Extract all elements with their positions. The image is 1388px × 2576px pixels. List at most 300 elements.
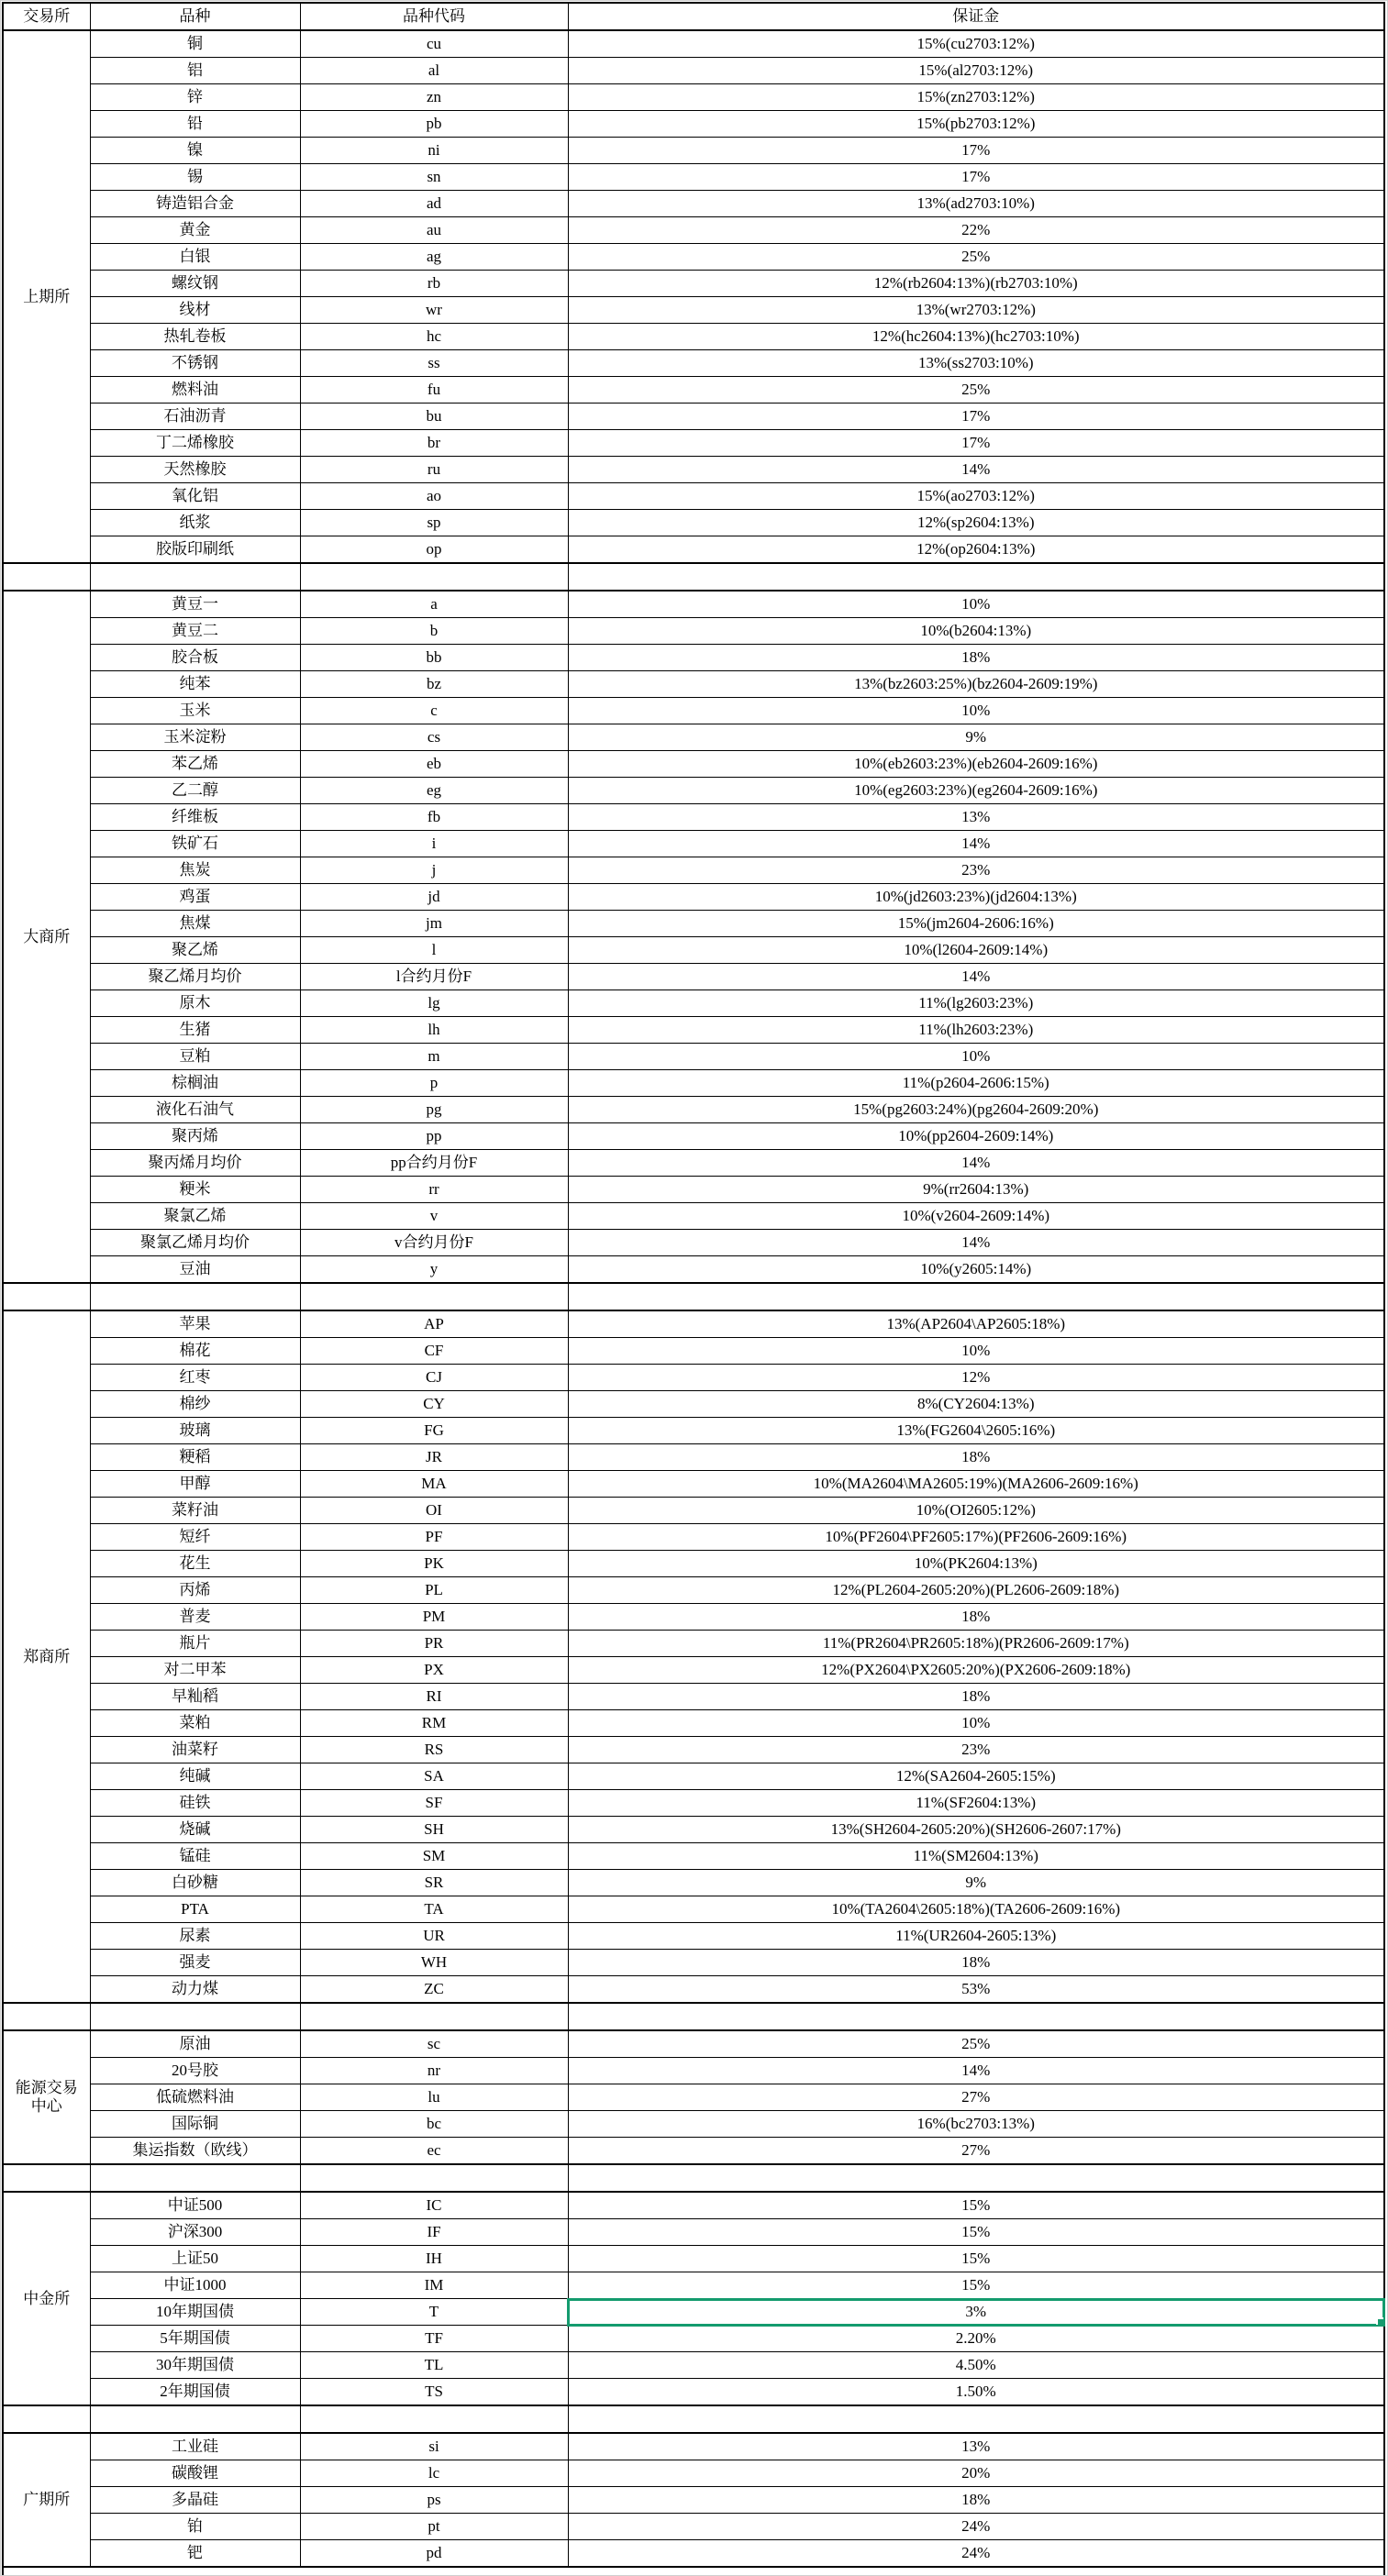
cell-variety[interactable]: 5年期国债 — [90, 2326, 300, 2352]
cell-variety[interactable]: 黄金 — [90, 217, 300, 244]
cell-margin[interactable]: 10%(PK2604:13%) — [568, 1551, 1384, 1577]
cell-code[interactable]: br — [300, 430, 568, 457]
cell-variety[interactable]: 硅铁 — [90, 1790, 300, 1817]
cell-variety[interactable]: 钯 — [90, 2540, 300, 2568]
cell-margin[interactable]: 13%(SH2604-2605:20%)(SH2606-2607:17%) — [568, 1817, 1384, 1843]
cell-margin[interactable]: 11%(lg2603:23%) — [568, 990, 1384, 1017]
cell-code[interactable]: PR — [300, 1631, 568, 1657]
cell-variety[interactable]: 铂 — [90, 2514, 300, 2540]
cell-margin[interactable]: 9% — [568, 1870, 1384, 1896]
cell-margin[interactable]: 1.50% — [568, 2379, 1384, 2406]
cell-margin[interactable]: 27% — [568, 2084, 1384, 2111]
cell-margin[interactable]: 15%(pb2703:12%) — [568, 111, 1384, 138]
cell-variety[interactable]: 中证500 — [90, 2192, 300, 2219]
cell-code[interactable]: ZC — [300, 1976, 568, 2004]
cell-variety[interactable]: 石油沥青 — [90, 404, 300, 430]
cell-code[interactable]: j — [300, 857, 568, 884]
cell-margin[interactable]: 10% — [568, 1710, 1384, 1737]
cell-margin[interactable]: 10% — [568, 1338, 1384, 1365]
cell-code[interactable]: i — [300, 831, 568, 857]
cell-variety[interactable]: 菜籽油 — [90, 1498, 300, 1524]
cell-margin[interactable]: 25% — [568, 244, 1384, 271]
cell-margin[interactable]: 18% — [568, 1604, 1384, 1631]
cell-code[interactable]: bu — [300, 404, 568, 430]
cell-exchange[interactable]: 郑商所 — [3, 1310, 90, 2003]
cell-code[interactable]: RI — [300, 1684, 568, 1710]
cell-variety[interactable]: 黄豆一 — [90, 591, 300, 618]
cell-margin[interactable]: 15% — [568, 2272, 1384, 2299]
cell-variety[interactable]: 豆油 — [90, 1256, 300, 1284]
cell-variety[interactable]: 瓶片 — [90, 1631, 300, 1657]
cell-margin[interactable]: 14% — [568, 964, 1384, 990]
cell-code[interactable]: CF — [300, 1338, 568, 1365]
separator-cell[interactable] — [90, 2164, 300, 2192]
cell-variety[interactable]: 短纤 — [90, 1524, 300, 1551]
cell-code[interactable]: TS — [300, 2379, 568, 2406]
cell-code[interactable]: pb — [300, 111, 568, 138]
cell-margin[interactable]: 10% — [568, 1044, 1384, 1070]
cell-code[interactable]: nr — [300, 2058, 568, 2084]
separator-cell[interactable] — [90, 1283, 300, 1310]
separator-cell[interactable] — [300, 1283, 568, 1310]
cell-variety[interactable]: 原油 — [90, 2030, 300, 2058]
cell-variety[interactable]: 玉米 — [90, 698, 300, 724]
cell-variety[interactable]: 早籼稻 — [90, 1684, 300, 1710]
cell-code[interactable]: OI — [300, 1498, 568, 1524]
cell-margin[interactable]: 13%(bz2603:25%)(bz2604-2609:19%) — [568, 671, 1384, 698]
cell-margin[interactable]: 23% — [568, 857, 1384, 884]
cell-variety[interactable]: 螺纹钢 — [90, 271, 300, 297]
cell-code[interactable]: op — [300, 536, 568, 564]
cell-margin[interactable]: 24% — [568, 2514, 1384, 2540]
cell-code[interactable]: IC — [300, 2192, 568, 2219]
cell-margin[interactable]: 10%(TA2604\2605:18%)(TA2606-2609:16%) — [568, 1896, 1384, 1923]
cell-code[interactable]: SM — [300, 1843, 568, 1870]
cell-margin[interactable]: 10%(OI2605:12%) — [568, 1498, 1384, 1524]
cell-code[interactable]: eb — [300, 751, 568, 778]
cell-margin[interactable]: 15%(cu2703:12%) — [568, 30, 1384, 58]
cell-margin[interactable]: 10%(v2604-2609:14%) — [568, 1203, 1384, 1230]
cell-code[interactable]: y — [300, 1256, 568, 1284]
cell-variety[interactable]: 沪深300 — [90, 2219, 300, 2246]
cell-variety[interactable]: 20号胶 — [90, 2058, 300, 2084]
cell-margin[interactable]: 11%(p2604-2606:15%) — [568, 1070, 1384, 1097]
cell-variety[interactable]: 多晶硅 — [90, 2487, 300, 2514]
cell-variety[interactable]: 油菜籽 — [90, 1737, 300, 1763]
cell-variety[interactable]: 对二甲苯 — [90, 1657, 300, 1684]
cell-variety[interactable]: 普麦 — [90, 1604, 300, 1631]
cell-code[interactable]: CJ — [300, 1365, 568, 1391]
cell-code[interactable]: ni — [300, 138, 568, 164]
cell-margin[interactable]: 15%(zn2703:12%) — [568, 84, 1384, 111]
cell-variety[interactable]: 锰硅 — [90, 1843, 300, 1870]
cell-margin[interactable]: 15% — [568, 2246, 1384, 2272]
cell-code[interactable]: CY — [300, 1391, 568, 1418]
cell-code[interactable]: pg — [300, 1097, 568, 1123]
cell-variety[interactable]: 30年期国债 — [90, 2352, 300, 2379]
cell-margin[interactable]: 25% — [568, 377, 1384, 404]
cell-margin[interactable]: 10%(y2605:14%) — [568, 1256, 1384, 1284]
cell-code[interactable]: hc — [300, 324, 568, 350]
cell-code[interactable]: SR — [300, 1870, 568, 1896]
cell-code[interactable]: p — [300, 1070, 568, 1097]
cell-margin[interactable]: 25% — [568, 2030, 1384, 2058]
cell-margin[interactable]: 12%(PL2604-2605:20%)(PL2606-2609:18%) — [568, 1577, 1384, 1604]
cell-code[interactable]: SF — [300, 1790, 568, 1817]
cell-code[interactable]: pp — [300, 1123, 568, 1150]
cell-margin[interactable]: 10%(jd2603:23%)(jd2604:13%) — [568, 884, 1384, 911]
cell-margin[interactable]: 10%(pp2604-2609:14%) — [568, 1123, 1384, 1150]
cell-code[interactable]: zn — [300, 84, 568, 111]
cell-code[interactable]: FG — [300, 1418, 568, 1444]
cell-variety[interactable]: 铝 — [90, 58, 300, 84]
cell-code[interactable]: b — [300, 618, 568, 645]
cell-margin[interactable]: 15%(al2703:12%) — [568, 58, 1384, 84]
cell-margin[interactable]: 18% — [568, 1684, 1384, 1710]
cell-margin[interactable]: 13% — [568, 2433, 1384, 2460]
cell-code[interactable]: sc — [300, 2030, 568, 2058]
cell-variety[interactable]: 铁矿石 — [90, 831, 300, 857]
cell-margin[interactable]: 10% — [568, 698, 1384, 724]
cell-code[interactable]: TL — [300, 2352, 568, 2379]
cell-margin[interactable]: 17% — [568, 404, 1384, 430]
header-cell-variety[interactable]: 品种 — [90, 3, 300, 30]
cell-code[interactable]: rb — [300, 271, 568, 297]
cell-code[interactable]: pd — [300, 2540, 568, 2568]
separator-cell[interactable] — [90, 2003, 300, 2030]
cell-margin[interactable]: 12%(sp2604:13%) — [568, 510, 1384, 536]
cell-variety[interactable]: 氧化铝 — [90, 483, 300, 510]
cell-code[interactable]: RS — [300, 1737, 568, 1763]
separator-cell[interactable] — [568, 2003, 1384, 2030]
cell-code[interactable]: ru — [300, 457, 568, 483]
cell-code[interactable]: SA — [300, 1763, 568, 1790]
cell-code[interactable]: sp — [300, 510, 568, 536]
cell-variety[interactable]: 花生 — [90, 1551, 300, 1577]
cell-margin[interactable]: 10%(PF2604\PF2605:17%)(PF2606-2609:16%) — [568, 1524, 1384, 1551]
separator-cell[interactable] — [568, 1283, 1384, 1310]
cell-variety[interactable]: 菜粕 — [90, 1710, 300, 1737]
cell-variety[interactable]: 锡 — [90, 164, 300, 191]
cell-margin[interactable]: 9% — [568, 724, 1384, 751]
cell-code[interactable]: lc — [300, 2460, 568, 2487]
separator-cell[interactable] — [300, 563, 568, 591]
cell-variety[interactable]: 纯碱 — [90, 1763, 300, 1790]
cell-variety[interactable]: 白砂糖 — [90, 1870, 300, 1896]
cell-code[interactable]: jd — [300, 884, 568, 911]
cell-margin[interactable]: 4.50% — [568, 2352, 1384, 2379]
cell-margin[interactable]: 13% — [568, 804, 1384, 831]
cell-margin[interactable]: 23% — [568, 1737, 1384, 1763]
cell-code[interactable]: bb — [300, 645, 568, 671]
cell-code[interactable]: au — [300, 217, 568, 244]
cell-margin[interactable]: 15% — [568, 2192, 1384, 2219]
cell-margin[interactable]: 9%(rr2604:13%) — [568, 1177, 1384, 1203]
cell-variety[interactable]: 粳稻 — [90, 1444, 300, 1471]
cell-variety[interactable]: 棕榈油 — [90, 1070, 300, 1097]
header-cell-exchange[interactable]: 交易所 — [3, 3, 90, 30]
cell-code[interactable]: PM — [300, 1604, 568, 1631]
cell-margin[interactable]: 20% — [568, 2460, 1384, 2487]
header-cell-code[interactable]: 品种代码 — [300, 3, 568, 30]
cell-variety[interactable]: 燃料油 — [90, 377, 300, 404]
cell-code[interactable]: IM — [300, 2272, 568, 2299]
cell-exchange[interactable]: 大商所 — [3, 591, 90, 1283]
cell-variety[interactable]: 镍 — [90, 138, 300, 164]
cell-code[interactable]: IH — [300, 2246, 568, 2272]
cell-variety[interactable]: 焦煤 — [90, 911, 300, 937]
cell-variety[interactable]: 棉纱 — [90, 1391, 300, 1418]
cell-code[interactable]: cu — [300, 30, 568, 58]
cell-code[interactable]: c — [300, 698, 568, 724]
separator-cell[interactable] — [3, 2003, 90, 2030]
cell-code[interactable]: PL — [300, 1577, 568, 1604]
cell-variety[interactable]: 苯乙烯 — [90, 751, 300, 778]
cell-exchange[interactable]: 能源交易中心 — [3, 2030, 90, 2164]
cell-margin[interactable]: 53% — [568, 1976, 1384, 2004]
cell-margin[interactable]: 14% — [568, 2058, 1384, 2084]
cell-margin[interactable]: 10%(l2604-2609:14%) — [568, 937, 1384, 964]
cell-margin[interactable]: 13%(wr2703:12%) — [568, 297, 1384, 324]
cell-code[interactable]: lg — [300, 990, 568, 1017]
cell-margin[interactable]: 10%(MA2604\MA2605:19%)(MA2606-2609:16%) — [568, 1471, 1384, 1498]
cell-variety[interactable]: 动力煤 — [90, 1976, 300, 2004]
cell-variety[interactable]: 玻璃 — [90, 1418, 300, 1444]
separator-cell[interactable] — [300, 2164, 568, 2192]
cell-variety[interactable]: 中证1000 — [90, 2272, 300, 2299]
cell-code[interactable]: lh — [300, 1017, 568, 1044]
cell-variety[interactable]: 乙二醇 — [90, 778, 300, 804]
cell-margin[interactable]: 11%(SM2604:13%) — [568, 1843, 1384, 1870]
cell-variety[interactable]: 红枣 — [90, 1365, 300, 1391]
cell-variety[interactable]: 铜 — [90, 30, 300, 58]
cell-variety[interactable]: 铸造铝合金 — [90, 191, 300, 217]
cell-variety[interactable]: 棉花 — [90, 1338, 300, 1365]
cell-variety[interactable]: 焦炭 — [90, 857, 300, 884]
cell-variety[interactable]: 聚丙烯 — [90, 1123, 300, 1150]
cell-margin[interactable]: 11%(lh2603:23%) — [568, 1017, 1384, 1044]
cell-code[interactable]: si — [300, 2433, 568, 2460]
cell-code[interactable]: AP — [300, 1310, 568, 1338]
cell-margin[interactable]: 22% — [568, 217, 1384, 244]
separator-cell[interactable] — [568, 2164, 1384, 2192]
cell-margin[interactable]: 13%(ad2703:10%) — [568, 191, 1384, 217]
cell-margin[interactable]: 12%(PX2604\PX2605:20%)(PX2606-2609:18%) — [568, 1657, 1384, 1684]
cell-margin[interactable]: 24% — [568, 2540, 1384, 2568]
cell-margin[interactable]: 18% — [568, 1950, 1384, 1976]
cell-code[interactable]: ss — [300, 350, 568, 377]
cell-margin[interactable]: 18% — [568, 645, 1384, 671]
cell-variety[interactable]: 苹果 — [90, 1310, 300, 1338]
cell-code[interactable]: PF — [300, 1524, 568, 1551]
cell-exchange[interactable]: 中金所 — [3, 2192, 90, 2405]
cell-code[interactable]: PK — [300, 1551, 568, 1577]
cell-code[interactable]: al — [300, 58, 568, 84]
cell-code[interactable]: bc — [300, 2111, 568, 2138]
cell-exchange[interactable]: 广期所 — [3, 2433, 90, 2567]
cell-margin[interactable]: 10%(b2604:13%) — [568, 618, 1384, 645]
cell-code[interactable]: ps — [300, 2487, 568, 2514]
cell-code[interactable]: v合约月份F — [300, 1230, 568, 1256]
cell-variety[interactable]: 粳米 — [90, 1177, 300, 1203]
cell-margin[interactable]: 12%(hc2604:13%)(hc2703:10%) — [568, 324, 1384, 350]
cell-code[interactable]: rr — [300, 1177, 568, 1203]
cell-code[interactable]: v — [300, 1203, 568, 1230]
cell-code[interactable]: fb — [300, 804, 568, 831]
cell-code[interactable]: l合约月份F — [300, 964, 568, 990]
cell-variety[interactable]: 黄豆二 — [90, 618, 300, 645]
cell-code[interactable]: RM — [300, 1710, 568, 1737]
cell-margin[interactable]: 15%(ao2703:12%) — [568, 483, 1384, 510]
cell-margin[interactable]: 12%(SA2604-2605:15%) — [568, 1763, 1384, 1790]
cell-margin[interactable]: 17% — [568, 430, 1384, 457]
cell-margin[interactable]: 15% — [568, 2219, 1384, 2246]
cell-exchange[interactable]: 上期所 — [3, 30, 90, 563]
cell-code[interactable]: SH — [300, 1817, 568, 1843]
separator-cell[interactable] — [568, 2405, 1384, 2433]
cell-variety[interactable]: 上证50 — [90, 2246, 300, 2272]
cell-variety[interactable]: 锌 — [90, 84, 300, 111]
cell-code[interactable]: fu — [300, 377, 568, 404]
cell-margin[interactable]: 12%(op2604:13%) — [568, 536, 1384, 564]
separator-cell[interactable] — [300, 2405, 568, 2433]
cell-variety[interactable]: 热轧卷板 — [90, 324, 300, 350]
cell-variety[interactable]: 原木 — [90, 990, 300, 1017]
cell-code[interactable]: PX — [300, 1657, 568, 1684]
cell-code[interactable]: ao — [300, 483, 568, 510]
cell-margin[interactable]: 12%(rb2604:13%)(rb2703:10%) — [568, 271, 1384, 297]
cell-variety[interactable]: 铅 — [90, 111, 300, 138]
cell-margin[interactable]: 15%(pg2603:24%)(pg2604-2609:20%) — [568, 1097, 1384, 1123]
cell-variety[interactable]: 工业硅 — [90, 2433, 300, 2460]
cell-code[interactable]: TF — [300, 2326, 568, 2352]
cell-margin[interactable]: 10%(eb2603:23%)(eb2604-2609:16%) — [568, 751, 1384, 778]
cell-margin[interactable]: 16%(bc2703:13%) — [568, 2111, 1384, 2138]
separator-cell[interactable] — [3, 2164, 90, 2192]
cell-variety[interactable]: 聚丙烯月均价 — [90, 1150, 300, 1177]
cell-variety[interactable]: PTA — [90, 1896, 300, 1923]
cell-variety[interactable]: 纸浆 — [90, 510, 300, 536]
cell-margin[interactable]: 13%(FG2604\2605:16%) — [568, 1418, 1384, 1444]
cell-code[interactable]: l — [300, 937, 568, 964]
cell-variety[interactable]: 国际铜 — [90, 2111, 300, 2138]
cell-code[interactable]: T — [300, 2299, 568, 2326]
cell-code[interactable]: wr — [300, 297, 568, 324]
cell-margin[interactable]: 8%(CY2604:13%) — [568, 1391, 1384, 1418]
cell-margin[interactable]: 2.20% — [568, 2326, 1384, 2352]
cell-code[interactable]: IF — [300, 2219, 568, 2246]
cell-margin[interactable]: 11%(SF2604:13%) — [568, 1790, 1384, 1817]
separator-cell[interactable] — [90, 2405, 300, 2433]
cell-code[interactable]: sn — [300, 164, 568, 191]
cell-variety[interactable]: 纤维板 — [90, 804, 300, 831]
cell-margin[interactable]: 12% — [568, 1365, 1384, 1391]
cell-margin[interactable]: 11%(PR2604\PR2605:18%)(PR2606-2609:17%) — [568, 1631, 1384, 1657]
cell-margin[interactable]: 15%(jm2604-2606:16%) — [568, 911, 1384, 937]
cell-variety[interactable]: 丁二烯橡胶 — [90, 430, 300, 457]
cell-variety[interactable]: 10年期国债 — [90, 2299, 300, 2326]
cell-margin[interactable]: 13%(ss2703:10%) — [568, 350, 1384, 377]
separator-cell[interactable] — [3, 2405, 90, 2433]
cell-margin[interactable]: 14% — [568, 1230, 1384, 1256]
cell-variety[interactable]: 液化石油气 — [90, 1097, 300, 1123]
cell-variety[interactable]: 烧碱 — [90, 1817, 300, 1843]
cell-variety[interactable]: 聚氯乙烯月均价 — [90, 1230, 300, 1256]
cell-code[interactable]: eg — [300, 778, 568, 804]
cell-code[interactable]: ag — [300, 244, 568, 271]
cell-variety[interactable]: 胶版印刷纸 — [90, 536, 300, 564]
separator-cell[interactable] — [3, 563, 90, 591]
cell-variety[interactable]: 强麦 — [90, 1950, 300, 1976]
cell-code[interactable]: pp合约月份F — [300, 1150, 568, 1177]
separator-cell[interactable] — [3, 1283, 90, 1310]
cell-variety[interactable]: 胶合板 — [90, 645, 300, 671]
cell-variety[interactable]: 豆粕 — [90, 1044, 300, 1070]
cell-variety[interactable]: 聚乙烯 — [90, 937, 300, 964]
cell-variety[interactable]: 线材 — [90, 297, 300, 324]
cell-code[interactable]: pt — [300, 2514, 568, 2540]
cell-margin[interactable]: 17% — [568, 138, 1384, 164]
cell-variety[interactable]: 白银 — [90, 244, 300, 271]
cell-margin[interactable]: 27% — [568, 2138, 1384, 2165]
header-cell-margin[interactable]: 保证金 — [568, 3, 1384, 30]
cell-variety[interactable]: 聚氯乙烯 — [90, 1203, 300, 1230]
cell-variety[interactable]: 2年期国债 — [90, 2379, 300, 2406]
cell-variety[interactable]: 甲醇 — [90, 1471, 300, 1498]
fill-handle[interactable] — [1376, 2317, 1384, 2326]
cell-margin[interactable]: 10% — [568, 591, 1384, 618]
cell-code[interactable]: MA — [300, 1471, 568, 1498]
cell-code[interactable]: a — [300, 591, 568, 618]
cell-variety[interactable]: 生猪 — [90, 1017, 300, 1044]
cell-variety[interactable]: 不锈钢 — [90, 350, 300, 377]
separator-cell[interactable] — [90, 563, 300, 591]
cell-code[interactable]: jm — [300, 911, 568, 937]
cell-code[interactable]: cs — [300, 724, 568, 751]
cell-variety[interactable]: 聚乙烯月均价 — [90, 964, 300, 990]
cell-code[interactable]: ad — [300, 191, 568, 217]
cell-variety[interactable]: 尿素 — [90, 1923, 300, 1950]
separator-cell[interactable] — [568, 563, 1384, 591]
cell-code[interactable]: lu — [300, 2084, 568, 2111]
cell-variety[interactable]: 天然橡胶 — [90, 457, 300, 483]
cell-margin[interactable]: 18% — [568, 1444, 1384, 1471]
cell-code[interactable]: ec — [300, 2138, 568, 2165]
cell-variety[interactable]: 玉米淀粉 — [90, 724, 300, 751]
cell-margin[interactable]: 17% — [568, 164, 1384, 191]
cell-margin[interactable]: 13%(AP2604\AP2605:18%) — [568, 1310, 1384, 1338]
cell-code[interactable]: TA — [300, 1896, 568, 1923]
cell-margin[interactable]: 18% — [568, 2487, 1384, 2514]
cell-variety[interactable]: 集运指数（欧线） — [90, 2138, 300, 2165]
cell-margin[interactable]: 3% — [568, 2299, 1384, 2326]
cell-margin[interactable]: 14% — [568, 831, 1384, 857]
cell-code[interactable]: JR — [300, 1444, 568, 1471]
cell-margin[interactable]: 14% — [568, 1150, 1384, 1177]
cell-code[interactable]: WH — [300, 1950, 568, 1976]
cell-margin[interactable]: 11%(UR2604-2605:13%) — [568, 1923, 1384, 1950]
cell-variety[interactable]: 碳酸锂 — [90, 2460, 300, 2487]
cell-code[interactable]: bz — [300, 671, 568, 698]
cell-variety[interactable]: 纯苯 — [90, 671, 300, 698]
separator-cell[interactable] — [300, 2003, 568, 2030]
cell-margin[interactable]: 10%(eg2603:23%)(eg2604-2609:16%) — [568, 778, 1384, 804]
cell-margin[interactable]: 14% — [568, 457, 1384, 483]
cell-variety[interactable]: 丙烯 — [90, 1577, 300, 1604]
cell-variety[interactable]: 低硫燃料油 — [90, 2084, 300, 2111]
cell-code[interactable]: UR — [300, 1923, 568, 1950]
cell-code[interactable]: m — [300, 1044, 568, 1070]
